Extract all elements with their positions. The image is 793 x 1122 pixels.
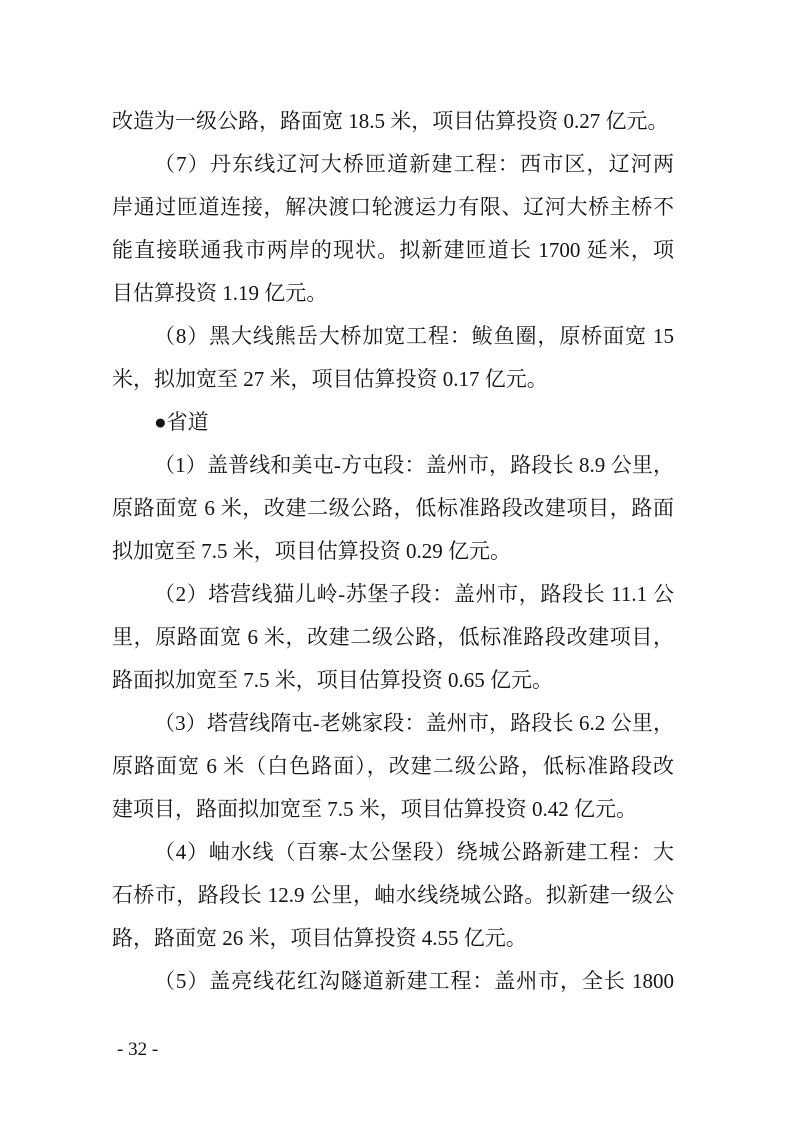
text-line: （7）丹东线辽河大桥匝道新建工程：西市区，辽河两	[154, 152, 674, 176]
text-line: （5）盖亮线花红沟隧道新建工程：盖州市，全长 1800	[154, 969, 674, 993]
page-number: - 32 -	[117, 1039, 159, 1060]
text-line: 米，拟加宽至 27 米，项目估算投资 0.17 亿元。	[112, 367, 548, 391]
text-line: （1）盖普线和美屯-方屯段：盖州市，路段长 8.9 公里，	[154, 453, 674, 477]
text-line: （4）岫水线（百寨-太公堡段）绕城公路新建工程：大	[154, 840, 674, 864]
text-line: （8）黑大线熊岳大桥加宽工程：鲅鱼圈，原桥面宽 15	[154, 324, 674, 348]
text-line: 改造为一级公路，路面宽 18.5 米，项目估算投资 0.27 亿元。	[112, 109, 669, 133]
text-line: 拟加宽至 7.5 米，项目估算投资 0.29 亿元。	[112, 539, 511, 563]
text-line: 原路面宽 6 米（白色路面），改建二级公路，低标准路段改	[112, 754, 674, 778]
text-line: 岸通过匝道连接，解决渡口轮渡运力有限、辽河大桥主桥不	[112, 195, 674, 219]
document-body	[112, 100, 674, 1003]
text-line: 建项目，路面拟加宽至 7.5 米，项目估算投资 0.42 亿元。	[112, 797, 637, 821]
text-line: 里，原路面宽 6 米，改建二级公路，低标准路段改建项目，	[112, 625, 674, 649]
text-line: （2）塔营线猫儿岭-苏堡子段：盖州市，路段长 11.1 公	[154, 582, 674, 606]
text-line: （3）塔营线隋屯-老姚家段：盖州市，路段长 6.2 公里，	[154, 711, 674, 735]
text-line: 能直接联通我市两岸的现状。拟新建匝道长 1700 延米，项	[112, 238, 674, 262]
text-line: ●省道	[154, 410, 209, 434]
text-line: 路面拟加宽至 7.5 米，项目估算投资 0.65 亿元。	[112, 668, 553, 692]
text-line: 石桥市，路段长 12.9 公里，岫水线绕城公路。拟新建一级公	[112, 883, 674, 907]
text-line: 原路面宽 6 米，改建二级公路，低标准路段改建项目，路面	[112, 496, 674, 520]
text-line: 路，路面宽 26 米，项目估算投资 4.55 亿元。	[112, 926, 527, 950]
text-line: 目估算投资 1.19 亿元。	[112, 281, 328, 305]
